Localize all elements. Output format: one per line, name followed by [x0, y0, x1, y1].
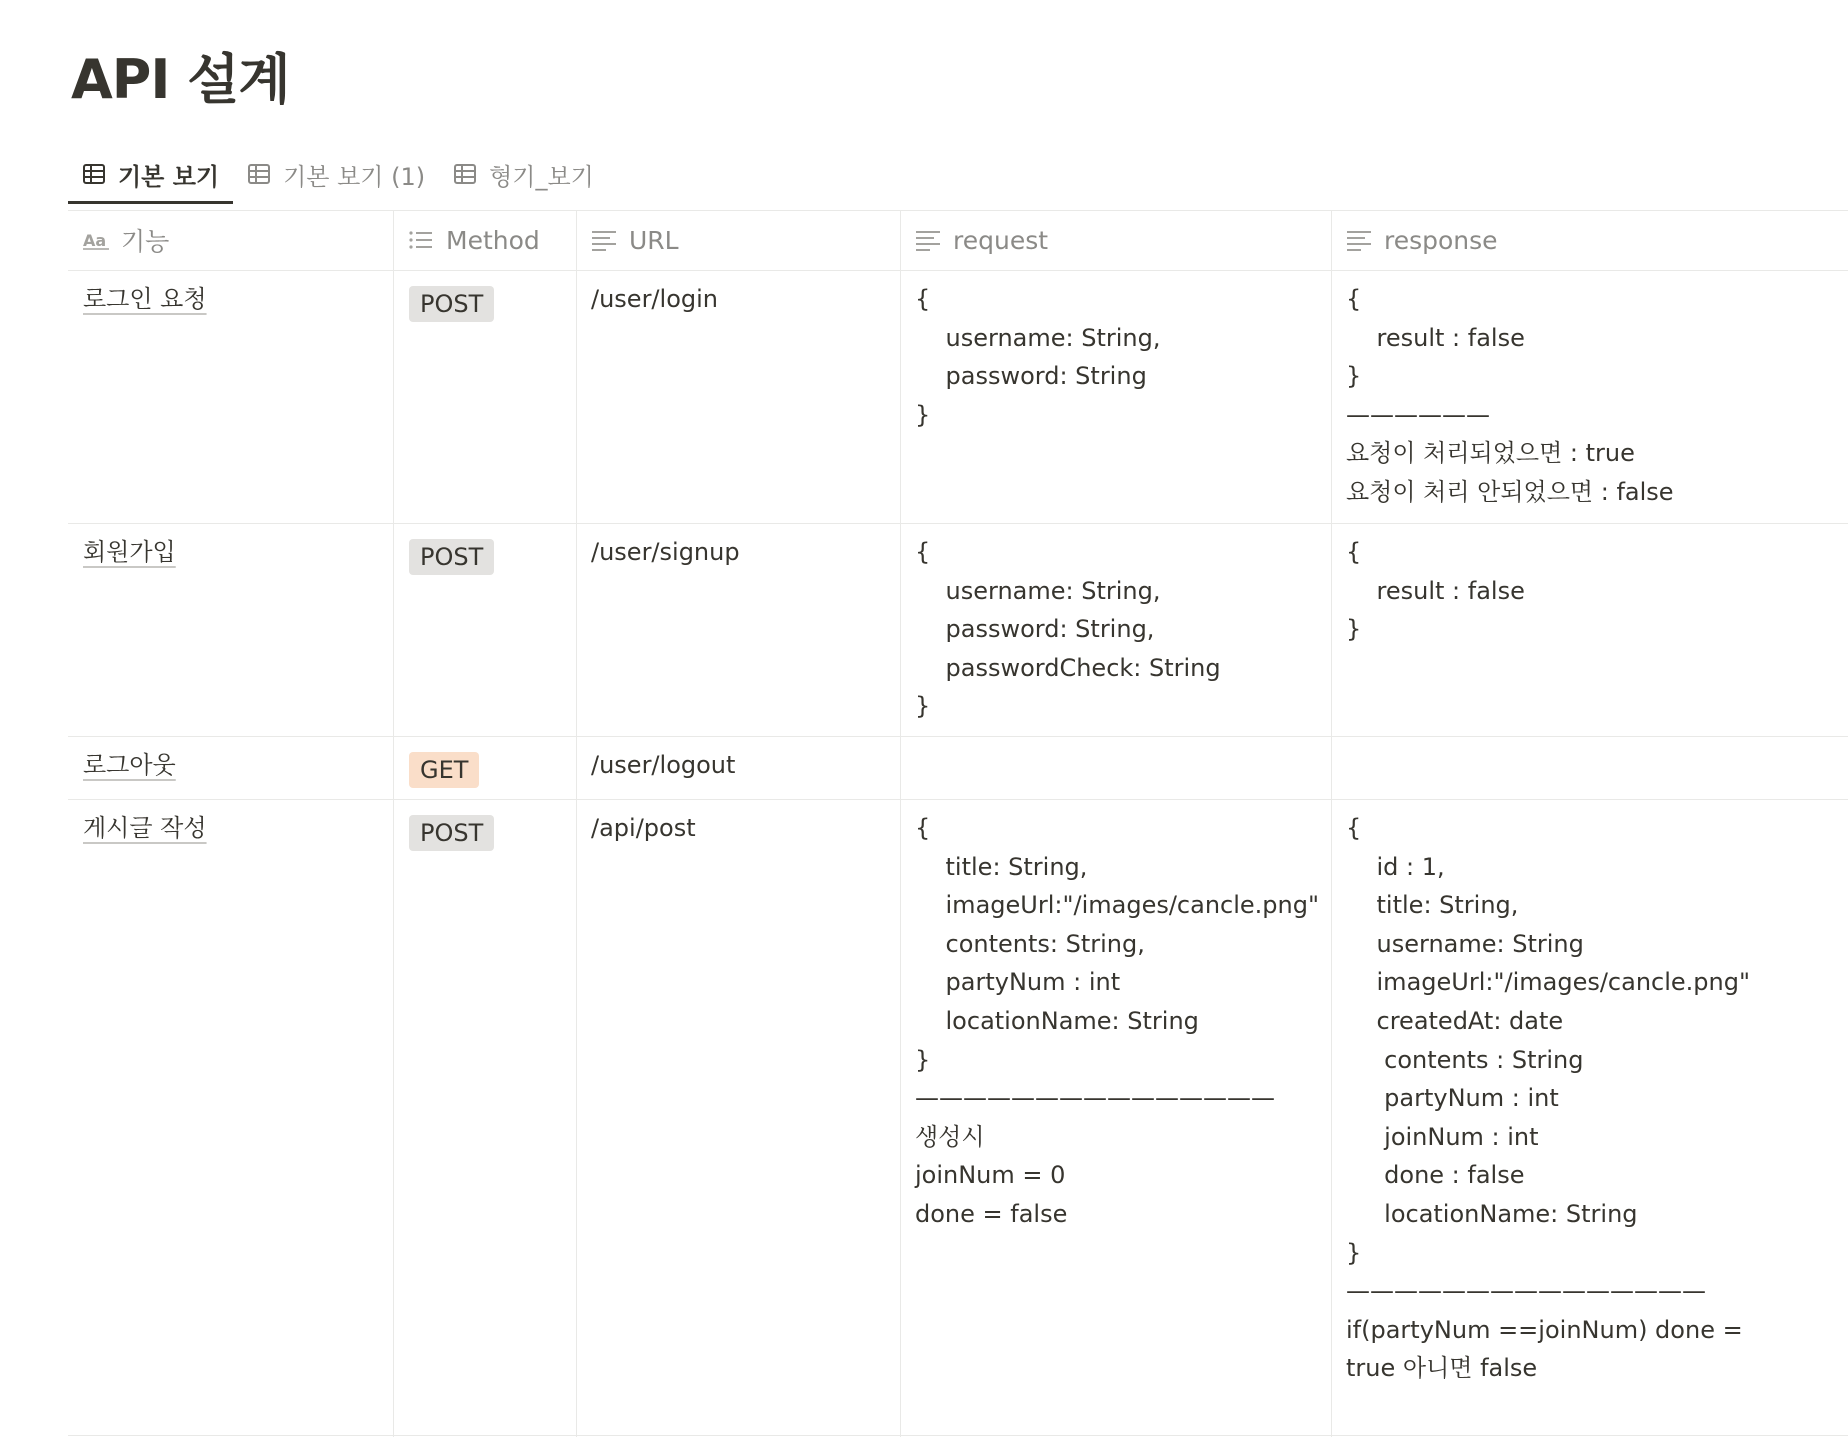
column-header-label: request: [953, 225, 1049, 255]
tab-label: 형기_보기: [489, 162, 594, 191]
column-header-label: response: [1384, 225, 1498, 255]
column-divider: [900, 210, 901, 1437]
view-tabs: [68, 148, 608, 208]
url-cell[interactable]: /user/signup: [591, 538, 740, 566]
row-title-link[interactable]: 로그인 요청: [83, 285, 207, 313]
column-header-label: 기능: [121, 227, 170, 256]
text-icon: [1346, 229, 1372, 251]
tab-default-view-1[interactable]: [233, 148, 439, 200]
row-divider: [68, 736, 1848, 737]
url-cell[interactable]: /user/login: [591, 285, 718, 313]
column-header-label: Method: [446, 225, 540, 255]
url-cell[interactable]: /api/post: [591, 814, 696, 842]
row-divider: [68, 270, 1848, 271]
column-header-label: URL: [629, 225, 679, 255]
request-cell[interactable]: { username: String, password: String }: [915, 285, 1161, 429]
page-title: API 설계: [71, 48, 290, 111]
list-icon: [408, 229, 434, 251]
table-icon: [82, 162, 106, 186]
tab-label: 기본 보기 (1): [283, 162, 426, 191]
column-divider: [1331, 210, 1332, 1437]
row-title-link[interactable]: 로그아웃: [83, 751, 176, 779]
database-table: [68, 210, 1848, 1437]
column-header-response[interactable]: [1331, 210, 1848, 270]
tab-default-view[interactable]: [68, 148, 233, 200]
tab-custom-view[interactable]: [439, 148, 608, 200]
row-title-link[interactable]: 회원가입: [83, 538, 176, 566]
request-cell[interactable]: { title: String, imageUrl:"/images/cancle.png" contents: String, partyNum : int locationName: String } ——————————————— 생성시 joinNum = 0 done = false: [915, 814, 1320, 1228]
response-cell[interactable]: { result : false }: [1346, 538, 1525, 644]
text-icon: [915, 229, 941, 251]
method-tag[interactable]: POST: [409, 539, 494, 575]
row-divider: [68, 523, 1848, 524]
method-tag[interactable]: GET: [409, 752, 479, 788]
request-cell[interactable]: { username: String, password: String, passwordCheck: String }: [915, 538, 1221, 721]
method-tag[interactable]: POST: [409, 815, 494, 851]
table-icon: [247, 162, 271, 186]
column-divider: [576, 210, 577, 1437]
table-icon: [453, 162, 477, 186]
text-icon: [591, 229, 617, 251]
url-cell[interactable]: /user/logout: [591, 751, 736, 779]
column-header-feature[interactable]: [68, 210, 393, 270]
tab-label: 기본 보기: [118, 162, 220, 191]
row-divider: [68, 799, 1848, 800]
column-header-url[interactable]: [576, 210, 900, 270]
method-tag[interactable]: POST: [409, 286, 494, 322]
response-cell[interactable]: { result : false } —————— 요청이 처리되었으면 : true 요청이 처리 안되었으면 : false: [1346, 285, 1674, 506]
column-header-request[interactable]: [900, 210, 1331, 270]
column-divider: [393, 210, 394, 1437]
title-aa-icon: [83, 229, 109, 251]
row-title-link[interactable]: 게시글 작성: [83, 814, 207, 842]
response-cell[interactable]: { id : 1, title: String, username: String imageUrl:"/images/cancle.png" createdAt: date contents : String partyNum : int joinNum : int done : false locationName: String } ——————————————— if(partyNum ==joinNum) done = true 아니면 false: [1346, 814, 1751, 1383]
svg-text:Aa: Aa: [83, 231, 107, 250]
column-header-method[interactable]: [393, 210, 576, 270]
row-divider: [68, 1435, 1848, 1436]
